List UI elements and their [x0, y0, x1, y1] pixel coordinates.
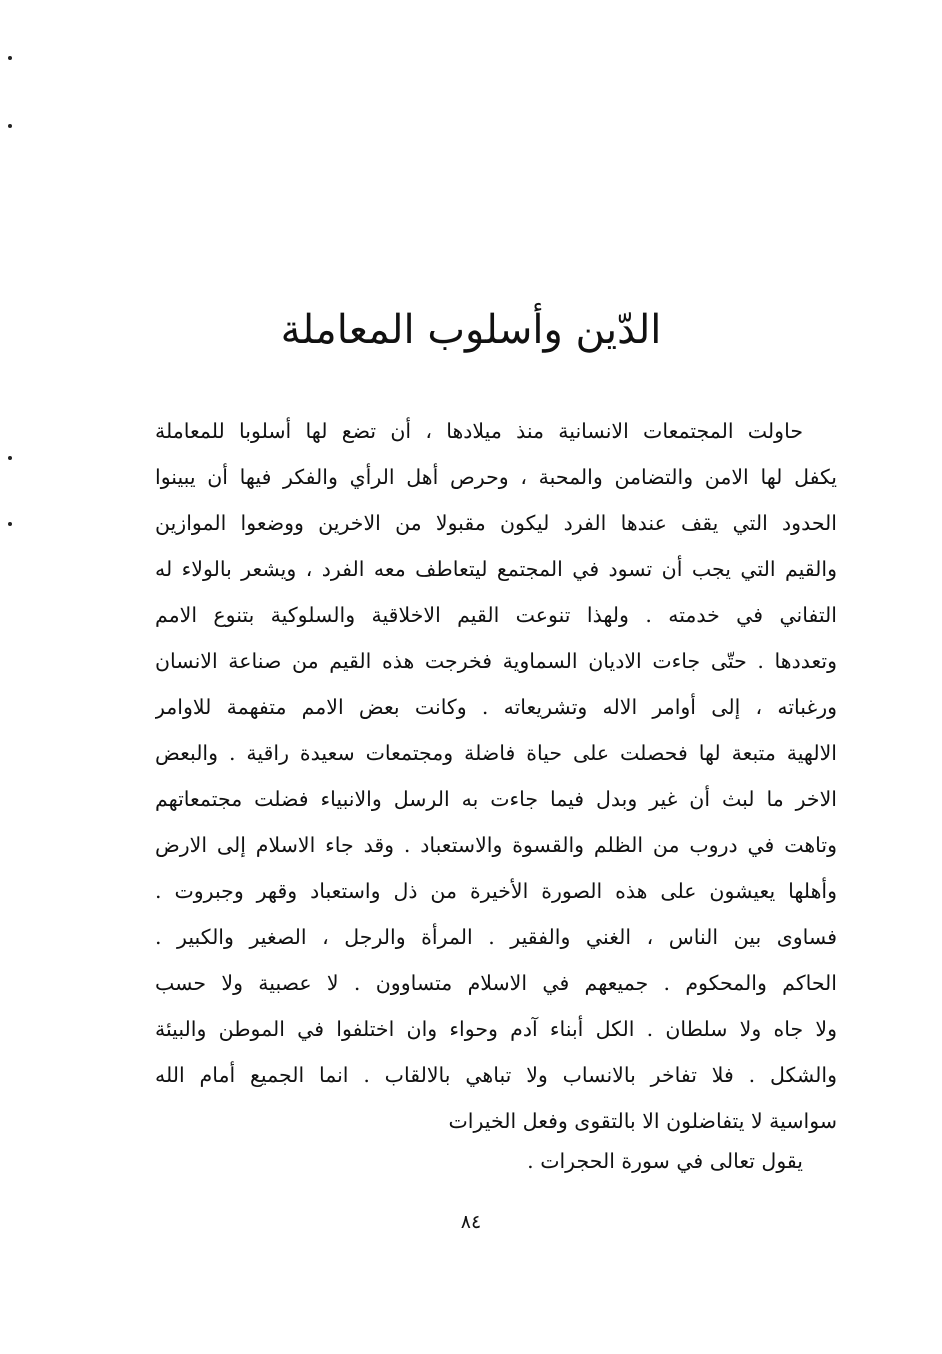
- paragraph-line: وتاهت في دروب من الظلم والقسوة والاستعباد . وقد جاء الاسلام إلى الارض: [155, 833, 837, 857]
- paragraph-line: وأهلها يعيشون على هذه الصورة الأخيرة من ذل واستعباد وقهر وجبروت .: [155, 879, 837, 903]
- scan-speck: [8, 456, 12, 460]
- paragraph-line: ورغباته ، إلى أوامر الاله وتشريعاته . وكانت بعض الامم متفهمة للاوامر: [155, 695, 837, 719]
- paragraph-line: التفاني في خدمته . ولهذا تنوعت القيم الاخلاقية والسلوكية بتنوع الامم: [155, 603, 837, 627]
- paragraph-line: الاخر ما لبث أن غير وبدل فيما جاءت به الرسل والانبياء فضلت مجتمعاتهم: [155, 787, 837, 811]
- paragraph-line: يكفل لها الامن والتضامن والمحبة ، وحرص أهل الرأي والفكر فيها أن يبينوا: [155, 465, 837, 489]
- paragraph-line: الالهية متبعة لها فحصلت على حياة فاضلة ومجتمعات سعيدة راقية . والبعض: [155, 741, 837, 765]
- scan-speck: [8, 522, 12, 526]
- scan-speck: [8, 56, 12, 60]
- chapter-title: الدّين وأسلوب المعاملة: [280, 307, 662, 353]
- body-paragraph: [155, 408, 837, 1144]
- page-number: ٨٤: [460, 1211, 482, 1233]
- paragraph-line: حاولت المجتمعات الانسانية منذ ميلادها ، أن تضع لها أسلوبا للمعاملة: [155, 419, 803, 443]
- paragraph-line: سواسية لا يتفاضلون الا بالتقوى وفعل الخيرات: [448, 1109, 837, 1133]
- paragraph-line: الحدود التي يقف عندها الفرد ليكون مقبولا من الاخرين ووضعوا الموازين: [155, 511, 837, 535]
- quote-intro: يقول تعالى في سورة الحجرات .: [527, 1149, 803, 1173]
- scan-speck: [8, 124, 12, 128]
- paragraph-line: والقيم التي يجب أن تسود في المجتمع ليتعاطف معه الفرد ، ويشعر بالولاء له: [155, 557, 837, 581]
- paragraph-line: وتعددها . حتّى جاءت الاديان السماوية فخرجت هذه القيم من صناعة الانسان: [155, 649, 837, 673]
- paragraph-line: والشكل . فلا تفاخر بالانساب ولا تباهي بالالقاب . انما الجميع أمام الله: [155, 1063, 837, 1087]
- paragraph-line: فساوى بين الناس ، الغني والفقير . المرأة والرجل ، الصغير والكبير .: [155, 925, 837, 949]
- paragraph-line: ولا جاه ولا سلطان . الكل أبناء آدم وحواء وان اختلفوا في الموطن والبيئة: [155, 1017, 837, 1041]
- paragraph-line: الحاكم والمحكوم . جميعهم في الاسلام متساوون . لا عصبية ولا حسب: [155, 971, 837, 995]
